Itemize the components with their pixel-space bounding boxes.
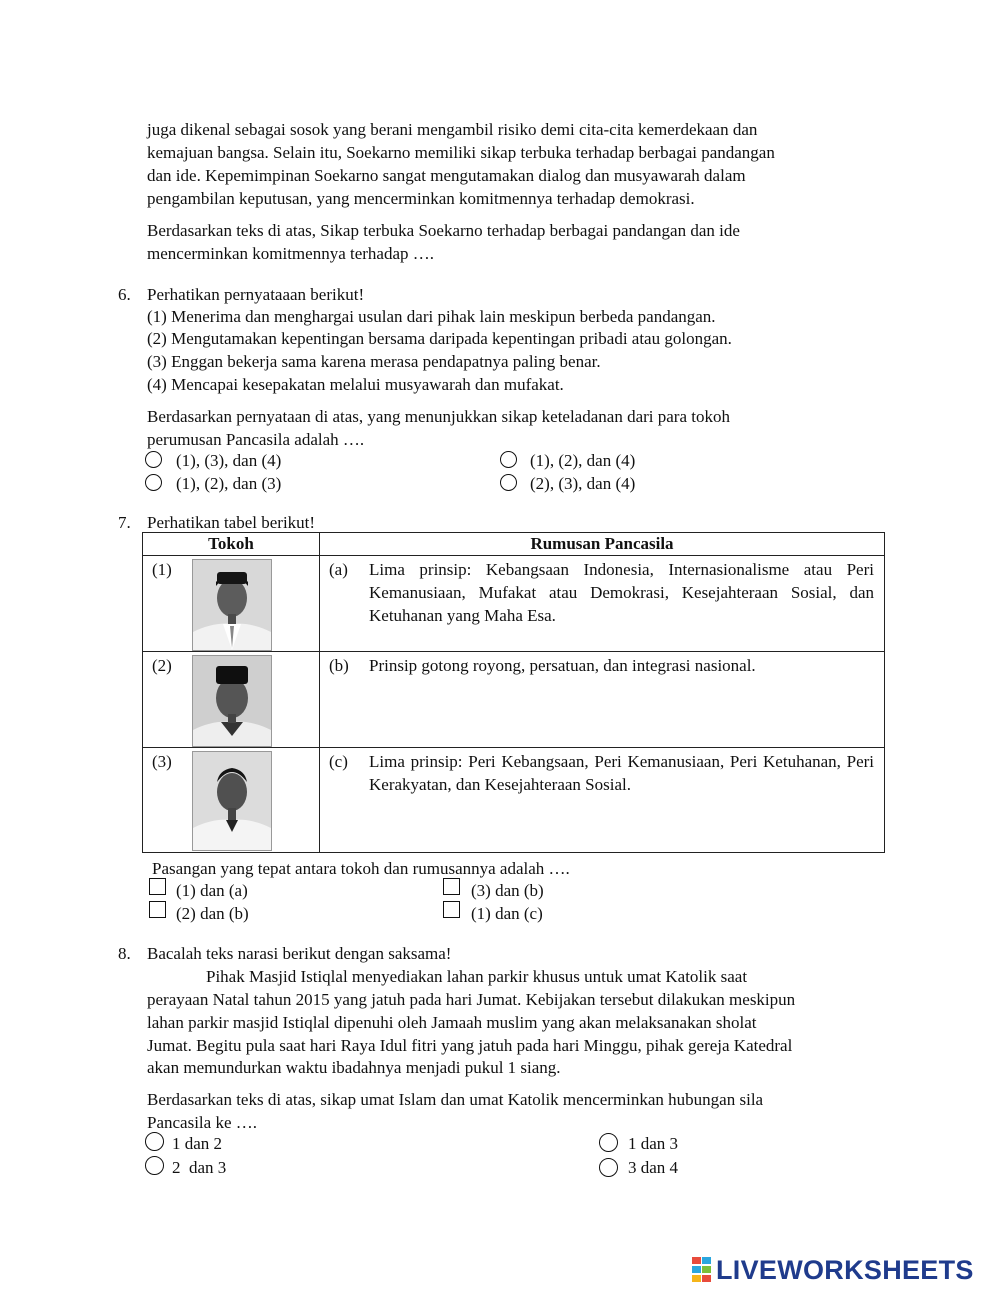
narrative-line: Pihak Masjid Istiqlal menyediakan lahan parkir khusus untuk umat Katolik saat [206, 967, 748, 986]
option-label-b: (1), (2), dan (4) [530, 451, 636, 470]
rumusan-cell [320, 556, 885, 652]
option-radio-a[interactable] [145, 451, 162, 468]
table-header-rumusan: Rumusan Pancasila [320, 533, 885, 556]
question-text-line: Pancasila ke …. [147, 1113, 257, 1132]
brand-wordmark: LIVEWORKSHEETS [716, 1255, 974, 1285]
question-number: 6. [118, 285, 131, 304]
option-label-a: (1) dan (a) [176, 881, 248, 900]
option-label-d: (1) dan (c) [471, 904, 543, 923]
option-radio-d[interactable] [500, 474, 517, 491]
rumusan-letter: (b) [329, 656, 349, 675]
liveworksheets-logo-icon [692, 1257, 712, 1283]
question-prompt: Perhatikan tabel berikut! [147, 513, 316, 532]
table-row [143, 652, 885, 748]
tokoh-cell [143, 748, 320, 853]
question-text: Pasangan yang tepat antara tokoh dan rumusannya adalah …. [152, 859, 570, 878]
rumusan-text: Lima prinsip: Peri Kebangsaan, Peri Kemanusiaan, Peri Ketuhanan, Peri Kerakyatan, dan Kesejahteraan Sosial. [369, 752, 874, 794]
statement-item: (1) Menerima dan menghargai usulan dari pihak lain meskipun berbeda pandangan. [147, 307, 716, 326]
table-row [143, 748, 885, 853]
intro-line: dan ide. Kepemimpinan Soekarno sangat mengutamakan dialog dan musyawarah dalam [147, 166, 746, 185]
intro-question-line: mencerminkan komitmennya terhadap …. [147, 244, 435, 263]
question-number: 8. [118, 944, 131, 963]
option-radio-c[interactable] [145, 474, 162, 491]
rumusan-text: Lima prinsip: Kebangsaan Indonesia, Internasionalisme atau Peri Kemanusiaan, Mufakat atau Demokrasi, Kesejahteraan Sosial, dan Ketuhanan yang Maha Esa. [369, 560, 874, 625]
option-checkbox-c[interactable] [149, 901, 166, 918]
portrait-figure-1 [192, 559, 272, 651]
statement-item: (2) Mengutamakan kepentingan bersama daripada kepentingan pribadi atau golongan. [147, 329, 732, 348]
option-checkbox-d[interactable] [443, 901, 460, 918]
rumusan-letter: (c) [329, 752, 348, 771]
option-label-c: (2) dan (b) [176, 904, 249, 923]
question-number: 7. [118, 513, 131, 532]
question-text-line: Berdasarkan teks di atas, sikap umat Islam dan umat Katolik mencerminkan hubungan sila [147, 1090, 764, 1109]
option-radio-a[interactable] [145, 1132, 164, 1151]
pancasila-table [142, 532, 885, 853]
narrative-line: Jumat. Begitu pula saat hari Raya Idul fitri yang jatuh pada hari Minggu, pihak gereja Katedral [147, 1036, 793, 1055]
option-radio-b[interactable] [500, 451, 517, 468]
option-label-c: 2 dan 3 [172, 1158, 227, 1177]
intro-line: pengambilan keputusan, yang mencerminkan komitmennya terhadap demokrasi. [147, 189, 695, 208]
question-text-line: perumusan Pancasila adalah …. [147, 430, 365, 449]
option-label-d: 3 dan 4 [628, 1158, 679, 1177]
rumusan-text: Prinsip gotong royong, persatuan, dan integrasi nasional. [369, 656, 756, 675]
option-radio-b[interactable] [599, 1133, 618, 1152]
narrative-line: akan memundurkan waktu ibadahnya menjadi pukul 1 siang. [147, 1058, 561, 1077]
option-label-d: (2), (3), dan (4) [530, 474, 636, 493]
table-row [143, 556, 885, 652]
statement-item: (4) Mencapai kesepakatan melalui musyawarah dan mufakat. [147, 375, 564, 394]
option-label-c: (1), (2), dan (3) [176, 474, 282, 493]
question-prompt: Perhatikan pernyataaan berikut! [147, 285, 365, 304]
tokoh-number: (3) [152, 752, 172, 771]
tokoh-cell [143, 652, 320, 748]
intro-line: kemajuan bangsa. Selain itu, Soekarno memiliki sikap terbuka terhadap berbagai pandangan [147, 143, 775, 162]
option-radio-c[interactable] [145, 1156, 164, 1175]
narrative-line: lahan parkir masjid Istiqlal dipenuhi oleh Jamaah muslim yang akan melaksanakan sholat [147, 1013, 757, 1032]
option-label-b: (3) dan (b) [471, 881, 544, 900]
table-header-tokoh: Tokoh [143, 533, 320, 556]
portrait-figure-2 [192, 655, 272, 747]
option-label-a: 1 dan 2 [172, 1134, 223, 1153]
option-checkbox-a[interactable] [149, 878, 166, 895]
rumusan-letter: (a) [329, 560, 348, 579]
rumusan-cell [320, 652, 885, 748]
option-label-a: (1), (3), dan (4) [176, 451, 282, 470]
portrait-figure-3 [192, 751, 272, 851]
option-radio-d[interactable] [599, 1158, 618, 1177]
option-checkbox-b[interactable] [443, 878, 460, 895]
tokoh-number: (1) [152, 560, 172, 579]
rumusan-cell [320, 748, 885, 853]
intro-line: juga dikenal sebagai sosok yang berani mengambil risiko demi cita-cita kemerdekaan dan [147, 120, 758, 139]
option-label-b: 1 dan 3 [628, 1134, 679, 1153]
tokoh-number: (2) [152, 656, 172, 675]
question-text-line: Berdasarkan pernyataan di atas, yang menunjukkan sikap keteladanan dari para tokoh [147, 407, 730, 426]
question-prompt: Bacalah teks narasi berikut dengan saksama! [147, 944, 452, 963]
tokoh-cell [143, 556, 320, 652]
statement-item: (3) Enggan bekerja sama karena merasa pendapatnya paling benar. [147, 352, 601, 371]
narrative-line: perayaan Natal tahun 2015 yang jatuh pada hari Jumat. Kebijakan tersebut dilakukan meskipun [147, 990, 796, 1009]
intro-question-line: Berdasarkan teks di atas, Sikap terbuka Soekarno terhadap berbagai pandangan dan ide [147, 221, 740, 240]
